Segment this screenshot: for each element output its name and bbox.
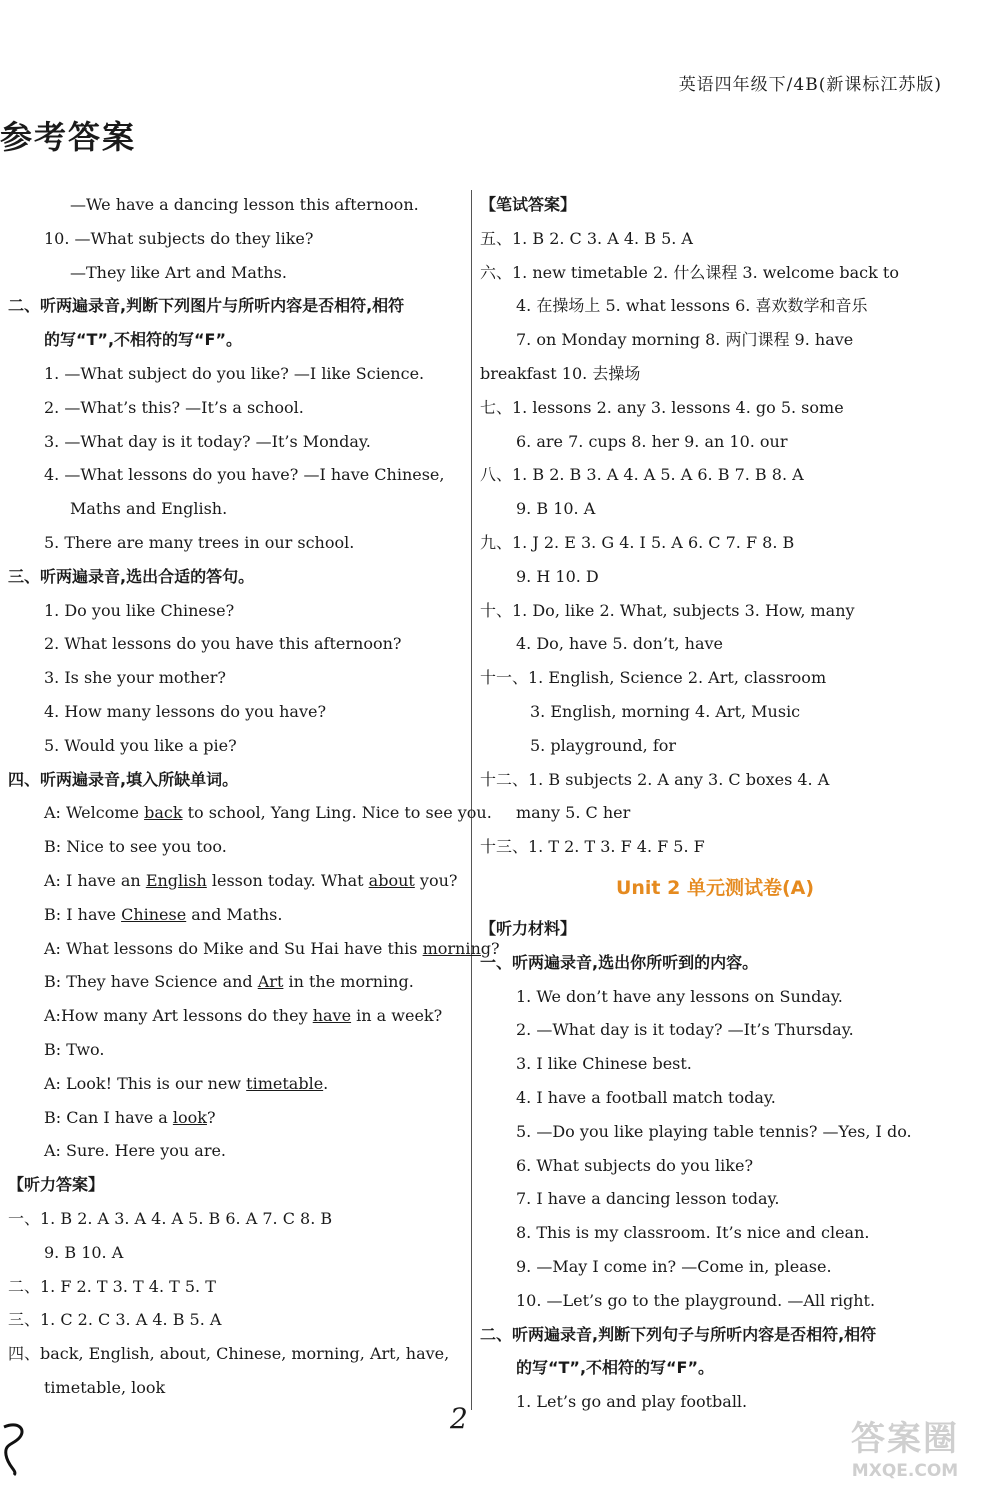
book-info: 英语四年级下/4B(新课标江苏版) [678, 75, 942, 95]
dialogue-line: B: Two. [44, 1039, 105, 1059]
dialogue-text: A: Look! This is our new [44, 1073, 247, 1093]
answer-line: 八、1. B 2. B 3. A 4. A 5. A 6. B 7. B 8. A [480, 465, 804, 485]
section-heading: 一、听两遍录音,选出你所听到的内容。 [480, 952, 759, 972]
watermark-logo-text: 答案圈 [851, 1419, 959, 1459]
dialogue-text: B: I have [44, 904, 122, 924]
dialogue-text: B: They have Science and [44, 972, 258, 992]
answer-line: 3. English, morning 4. Art, Music [530, 701, 801, 721]
filled-blank: have [312, 1006, 352, 1026]
answer-line: 7. on Monday morning 8. 两门课程 9. have [516, 330, 854, 350]
section-heading: 二、听两遍录音,判断下列句子与所听内容是否相符,相符 [480, 1324, 877, 1344]
dialogue-line [8, 965, 463, 999]
text-line: 7. I have a dancing lesson today. [516, 1189, 780, 1209]
dialogue-text: A:How many Art lessons do they [44, 1006, 313, 1026]
dialogue-text: ? [491, 938, 500, 958]
answer-line: 五、1. B 2. C 3. A 4. B 5. A [480, 228, 693, 248]
section-heading: 四、听两遍录音,填入所缺单词。 [8, 769, 239, 789]
dialogue-text: A: Welcome [44, 803, 145, 823]
section-heading: 的写“T”,不相符的写“F”。 [516, 1358, 714, 1378]
answer-line: 四、back, English, about, Chinese, morning, Art, have, [8, 1344, 450, 1364]
dialogue-line [8, 864, 463, 898]
dialogue-line: A: Sure. Here you are. [44, 1141, 227, 1161]
text-line: 10. —Let’s go to the playground. —All right. [516, 1290, 876, 1310]
dialogue-line [8, 932, 500, 966]
text-line: 5. —Do you like playing table tennis? —Yes, I do. [516, 1121, 912, 1141]
section-heading: 【听力材料】 [480, 918, 577, 938]
dialogue-line [8, 796, 492, 830]
answer-line: 4. 在操场上 5. what lessons 6. 喜欢数学和音乐 [516, 296, 868, 316]
answer-line: 十一、1. English, Science 2. Art, classroom [480, 668, 827, 688]
dialogue-line: B: Nice to see you too. [44, 837, 227, 857]
dialogue-line [8, 1067, 463, 1101]
text-line: 1. We don’t have any lessons on Sunday. [516, 986, 843, 1006]
text-line: Maths and English. [70, 499, 228, 519]
text-line: 3. —What day is it today? —It’s Monday. [44, 431, 371, 451]
text-line: —We have a dancing lesson this afternoon. [70, 195, 419, 214]
dialogue-line [8, 999, 463, 1033]
dialogue-text: A: What lessons do Mike and Su Hai have this [44, 938, 423, 958]
filled-blank: back [144, 803, 183, 823]
filled-blank: timetable [246, 1073, 324, 1093]
text-line: 3. I like Chinese best. [516, 1054, 692, 1074]
section-heading: 三、听两遍录音,选出合适的答句。 [8, 566, 255, 586]
dialogue-text: A: I have an [44, 870, 146, 890]
answer-line: 七、1. lessons 2. any 3. lessons 4. go 5. some [480, 397, 844, 417]
dialogue-text: . [323, 1073, 329, 1093]
watermark-url-text: MXQE.COM [851, 1461, 959, 1481]
section-heading: 【听力答案】 [8, 1175, 105, 1195]
answer-line: 一、1. B 2. A 3. A 4. A 5. B 6. A 7. C 8. B [8, 1208, 333, 1228]
text-line: 10. —What subjects do they like? [44, 228, 314, 248]
dialogue-text: in a week? [351, 1006, 443, 1026]
dialogue-line [8, 1101, 463, 1135]
text-line: 1. Let’s go and play football. [516, 1392, 748, 1412]
text-line: 5. There are many trees in our school. [44, 532, 355, 552]
text-line: 9. —May I come in? —Come in, please. [516, 1256, 832, 1276]
text-line: 3. Is she your mother? [44, 668, 226, 688]
filled-blank: morning [422, 938, 492, 958]
answer-line: 二、1. F 2. T 3. T 4. T 5. T [8, 1276, 216, 1296]
filled-blank: English [145, 870, 207, 890]
dialogue-text: you? [414, 870, 458, 890]
page-number: 2 [450, 1402, 468, 1435]
dialogue-text: B: Can I have a [44, 1107, 173, 1127]
filled-blank: Art [257, 972, 284, 992]
filled-blank: look [172, 1107, 207, 1127]
text-line: 2. What lessons do you have this afternoon? [44, 634, 402, 654]
text-line: —They like Art and Maths. [70, 262, 287, 282]
answer-line: 9. H 10. D [516, 566, 599, 586]
answer-line: 十、1. Do, like 2. What, subjects 3. How, many [480, 600, 855, 620]
dialogue-text: lesson today. What [206, 870, 369, 890]
section-heading: 二、听两遍录音,判断下列图片与所听内容是否相符,相符 [8, 296, 405, 316]
answer-line: 九、1. J 2. E 3. G 4. I 5. A 6. C 7. F 8. B [480, 532, 795, 552]
answer-line: 三、1. C 2. C 3. A 4. B 5. A [8, 1310, 222, 1330]
dialogue-text: and Maths. [186, 904, 283, 924]
section-heading: 【笔试答案】 [480, 195, 577, 214]
text-line: 1. —What subject do you like? —I like Science. [44, 363, 425, 383]
text-line: 1. Do you like Chinese? [44, 600, 235, 620]
apple-logo-icon [0, 1417, 30, 1477]
answer-line: breakfast 10. 去操场 [480, 363, 641, 383]
watermark [830, 1417, 980, 1487]
answer-line: 5. playground, for [530, 735, 677, 755]
text-line: 4. —What lessons do you have? —I have Chinese, [44, 465, 445, 485]
text-line: 5. Would you like a pie? [44, 735, 237, 755]
text-line: 4. How many lessons do you have? [44, 701, 327, 721]
text-line: 4. I have a football match today. [516, 1087, 776, 1107]
dialogue-text: to school, Yang Ling. Nice to see you. [182, 803, 492, 823]
answer-line: 4. Do, have 5. don’t, have [516, 634, 723, 654]
answer-line: 十二、1. B subjects 2. A any 3. C boxes 4. A [480, 769, 830, 789]
text-line: 6. What subjects do you like? [516, 1155, 754, 1175]
left-column [8, 188, 500, 1405]
text-line: 8. This is my classroom. It’s nice and clean. [516, 1223, 870, 1243]
answer-line: 6. are 7. cups 8. her 9. an 10. our [516, 431, 788, 451]
answer-line: 六、1. new timetable 2. 什么课程 3. welcome back to [480, 262, 899, 282]
filled-blank: about [368, 870, 415, 890]
right-column [480, 188, 950, 1419]
text-line: 2. —What day is it today? —It’s Thursday. [516, 1020, 854, 1040]
text-line: 2. —What’s this? —It’s a school. [44, 397, 304, 417]
dialogue-line [8, 898, 463, 932]
dialogue-text: in the morning. [283, 972, 414, 992]
answer-line: 十三、1. T 2. T 3. F 4. F 5. F [480, 837, 705, 857]
dialogue-text: ? [206, 1107, 216, 1127]
filled-blank: Chinese [121, 904, 187, 924]
section-heading: 的写“T”,不相符的写“F”。 [44, 330, 242, 350]
answer-line: 9. B 10. A [516, 499, 596, 519]
page-title: 参考答案 [0, 118, 137, 156]
answer-line: many 5. C her [516, 803, 631, 823]
answer-line: 9. B 10. A [44, 1242, 124, 1262]
answer-line: timetable, look [44, 1377, 166, 1397]
unit-title: Unit 2 单元测试卷(A) [615, 876, 815, 899]
